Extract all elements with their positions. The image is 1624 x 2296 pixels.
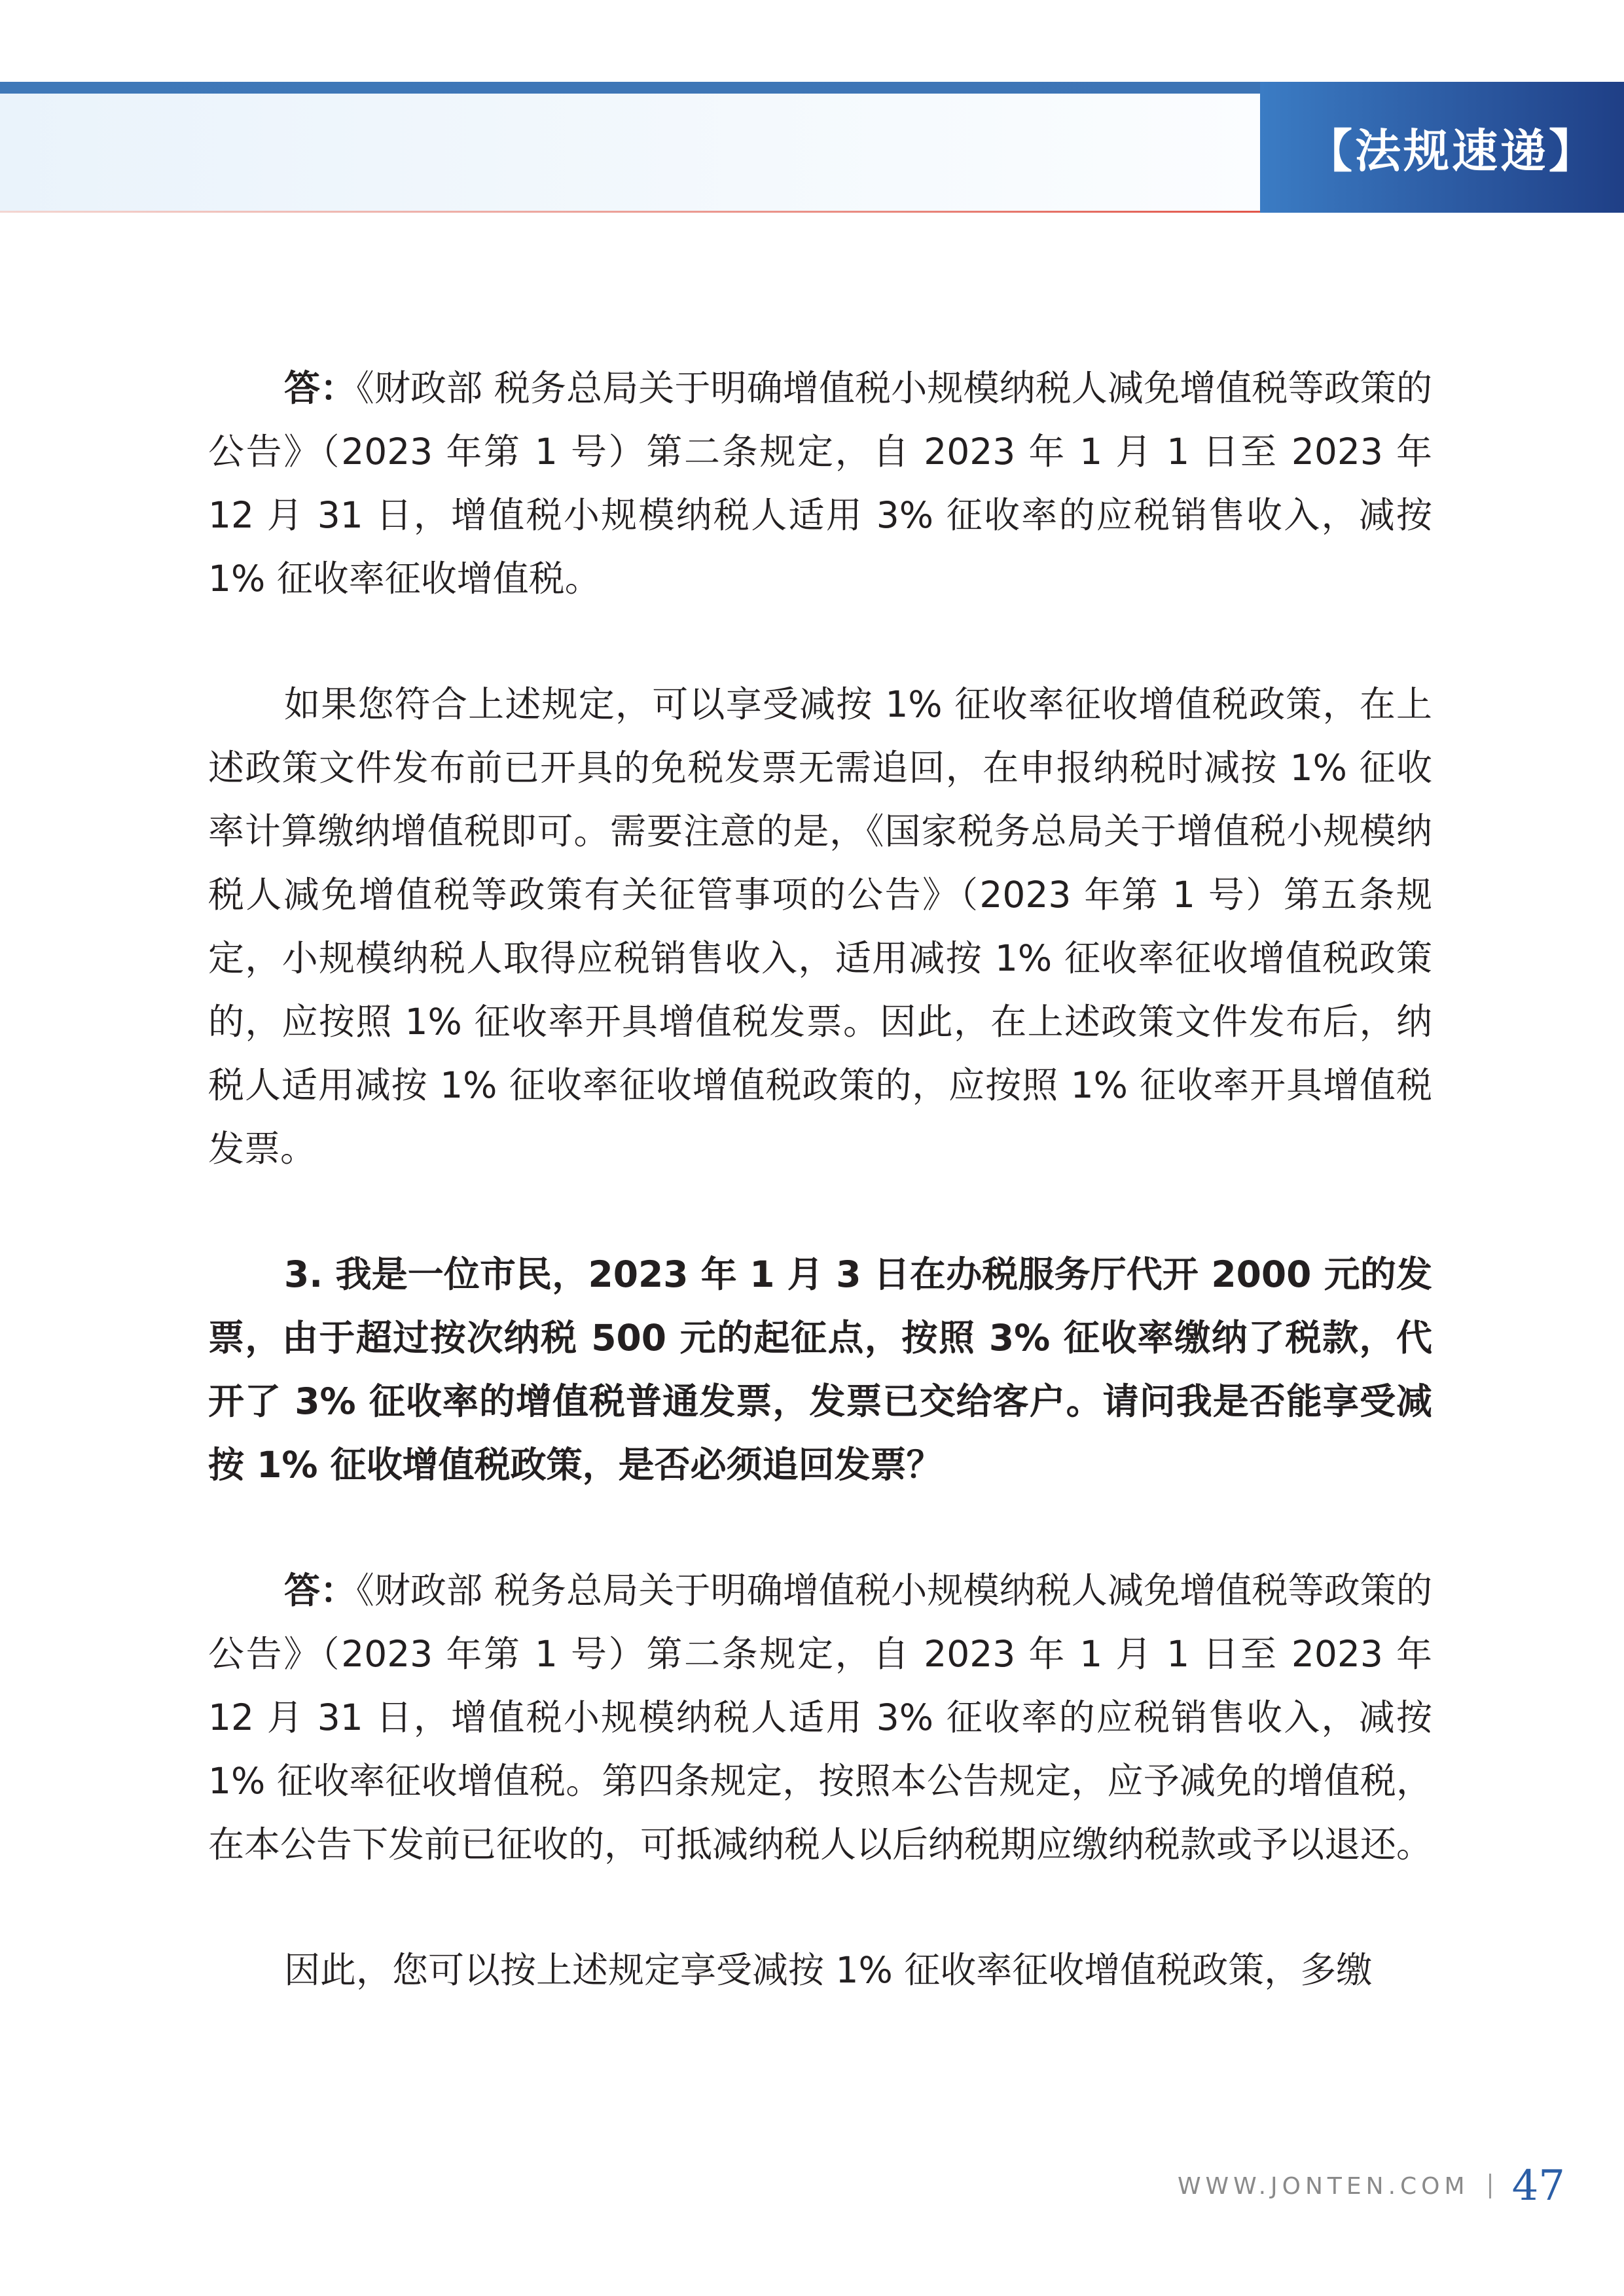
paragraph-text: 如果您符合上述规定，可以享受减按 1% 征收率征收增值税政策，在上述政策文件发布前已开具的免税发票无需追回，在申报纳税时减按 1% 征收率计算缴纳增值税即可。需要注意的是，《国家税务总局关于增值税小规模纳税人减免增值税等政策有关征管事项的公告》（2023 年第 1 号）第五条规定，小规模纳税人取得应税销售收入，适用减按 1% 征收率征收增值税政策的，应按照 1% 征收率开具增值税发票。因此，在上述政策文件发布后，纳税人适用减按 1% 征收率征收增值税政策的，应按照 1% 征收率开具增值税发票。 xyxy=(208,683,1432,1170)
body-paragraph-1 xyxy=(208,673,1432,1181)
article-body xyxy=(208,357,1432,2064)
header-band xyxy=(0,82,1260,213)
answer-paragraph-1 xyxy=(208,357,1432,611)
paragraph-text: 因此，您可以按上述规定享受减按 1% 征收率征收增值税政策，多缴 xyxy=(284,1949,1373,1991)
question-paragraph-3 xyxy=(208,1243,1432,1497)
footer-url: WWW.JONTEN.COM xyxy=(1177,2172,1470,2200)
answer-label: 答： xyxy=(284,1570,357,1611)
answer-text: 《财政部 税务总局关于明确增值税小规模纳税人减免增值税等政策的公告》（2023 年第 1 号）第二条规定，自 2023 年 1 月 1 日至 2023 年 12 月 31 日，增值税小规模纳税人适用 3% 征收率的应税销售收入，减按 1% 征收率征收增值税。第四条规定，按照本公告规定，应予减免的增值税，在本公告下发前已征收的，可抵减纳税人以后纳税期应缴纳税款或予以退还。 xyxy=(208,1570,1433,1865)
section-tag-label: 【法规速递】 xyxy=(1307,123,1597,178)
header-bottom-rule xyxy=(0,211,1260,213)
question-text: 3. 我是一位市民，2023 年 1 月 3 日在办税服务厅代开 2000 元的发票，由于超过按次纳税 500 元的起征点，按照 3% 征收率缴纳了税款，代开了 3% 征收率的增值税普通发票，发票已交给客户。请问我是否能享受减按 1% 征收增值税政策，是否必须追回发票？ xyxy=(208,1253,1432,1486)
header-top-rule xyxy=(0,82,1260,94)
footer-divider xyxy=(1489,2174,1491,2198)
page-number: 47 xyxy=(1511,2162,1565,2210)
page-footer xyxy=(1178,2157,1565,2215)
section-tag xyxy=(1260,82,1624,213)
body-paragraph-2 xyxy=(208,1939,1432,2002)
answer-paragraph-2 xyxy=(208,1559,1432,1876)
answer-text: 《财政部 税务总局关于明确增值税小规模纳税人减免增值税等政策的公告》（2023 年第 1 号）第二条规定，自 2023 年 1 月 1 日至 2023 年 12 月 31 日，增值税小规模纳税人适用 3% 征收率的应税销售收入，减按 1% 征收率征收增值税。 xyxy=(208,367,1432,600)
answer-label: 答： xyxy=(284,367,357,409)
